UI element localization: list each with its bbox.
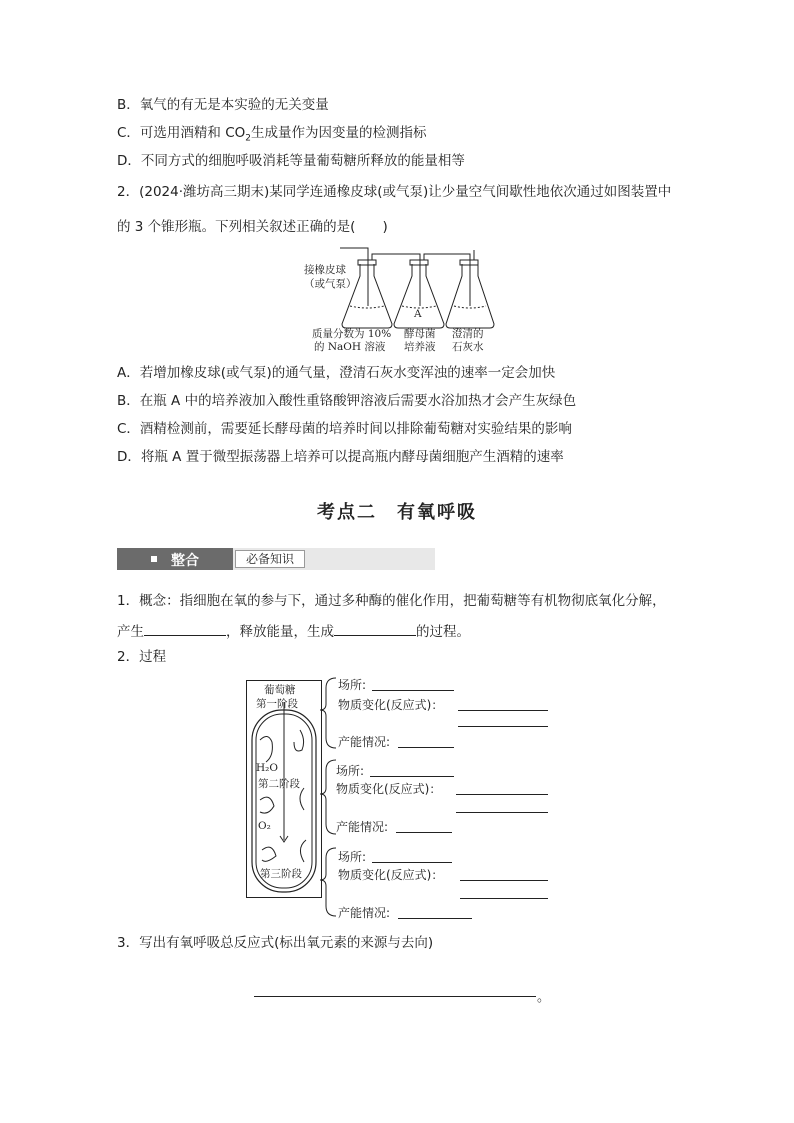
option-d-q2: D．将瓶 A 置于微型振荡器上培养可以提高瓶内酵母菌细胞产生酒精的速率 bbox=[117, 449, 564, 465]
stage3-change-blank-2[interactable] bbox=[460, 898, 548, 899]
stage3-place-label: 场所: bbox=[338, 850, 367, 864]
total-equation-blank[interactable] bbox=[254, 996, 536, 997]
stage1-change-label: 物质变化(反应式)： bbox=[338, 698, 444, 712]
option-c-text-post: 生成量作为因变量的检测指标 bbox=[251, 125, 427, 141]
mitochondrion-diagram bbox=[246, 680, 322, 898]
banner-dark bbox=[117, 548, 233, 570]
stage2-change-label: 物质变化(反应式)： bbox=[336, 782, 442, 796]
banner-tag: 必备知识 bbox=[235, 550, 305, 568]
pump-label-1: 接橡皮球 bbox=[304, 264, 346, 276]
item3-text: 3．写出有氧呼吸总反应式(标出氧元素的来源与去向) bbox=[117, 935, 434, 951]
stage3-label: 第三阶段 bbox=[260, 868, 302, 880]
option-c-text-pre: C．可选用酒精和 CO bbox=[117, 125, 246, 141]
banner-square-icon bbox=[151, 556, 157, 562]
question-2-stem-line2: 的 3 个锥形瓶。下列相关叙述正确的是( ) bbox=[117, 219, 388, 235]
stage3-place-blank[interactable] bbox=[372, 862, 452, 863]
stage2-energy-blank[interactable] bbox=[396, 832, 452, 833]
option-b-q2: B．在瓶 A 中的培养液加入酸性重铬酸钾溶液后需要水浴加热才会产生灰绿色 bbox=[117, 393, 577, 409]
stage3-energy-label: 产能情况: bbox=[338, 906, 391, 920]
banner-main-label: 整合 bbox=[171, 553, 199, 569]
concept-post: 的过程。 bbox=[416, 624, 470, 640]
option-c-q2: C．酒精检测前，需要延长酵母菌的培养时间以排除葡萄糖对实验结果的影响 bbox=[117, 421, 572, 437]
option-d-q1: D．不同方式的细胞呼吸消耗等量葡萄糖所释放的能量相等 bbox=[117, 153, 465, 169]
stage-brackets bbox=[320, 676, 340, 918]
item3-end-mark: 。 bbox=[537, 990, 551, 1005]
blank-generated[interactable] bbox=[334, 621, 416, 636]
stage2-place-label: 场所: bbox=[336, 764, 365, 778]
concept-mid: ，释放能量，生成 bbox=[226, 624, 334, 640]
h2o-label: H₂O bbox=[256, 762, 278, 774]
option-a-q2: A．若增加橡皮球(或气泵)的通气量，澄清石灰水变浑浊的速率一定会加快 bbox=[117, 365, 556, 381]
section-title: 考点二 有氧呼吸 bbox=[317, 502, 477, 523]
flask3-label-line2: 石灰水 bbox=[452, 341, 484, 353]
co2-subscript: 2 bbox=[245, 133, 252, 144]
flask3-label-line1: 澄清的 bbox=[452, 328, 484, 340]
stage1-energy-blank[interactable] bbox=[398, 747, 454, 748]
pump-label-2: （或气泵） bbox=[304, 278, 357, 290]
flask-apparatus-figure bbox=[300, 246, 500, 358]
option-b-q1: B．氧气的有无是本实验的无关变量 bbox=[117, 97, 329, 113]
stage1-energy-label: 产能情况: bbox=[338, 735, 391, 749]
o2-label: O₂ bbox=[258, 820, 271, 832]
flask2-label-line1: 酵母菌 bbox=[404, 328, 436, 340]
flask1-label-line2: 的 NaOH 溶液 bbox=[314, 341, 386, 353]
question-2-stem-line1: 2．(2024·潍坊高三期末)某同学连通橡皮球(或气泵)让少量空气间歇性地依次通过如图装置中 bbox=[117, 184, 672, 200]
stage1-label: 第一阶段 bbox=[256, 698, 298, 710]
stage1-change-blank-2[interactable] bbox=[458, 726, 548, 727]
stage3-change-label: 物质变化(反应式)： bbox=[338, 868, 444, 882]
concept-pre: 产生 bbox=[117, 624, 144, 640]
option-c-q1 bbox=[117, 124, 427, 148]
flask-a-mark: A bbox=[414, 308, 422, 320]
process-heading: 2．过程 bbox=[117, 649, 167, 665]
stage2-label: 第二阶段 bbox=[258, 778, 300, 790]
glucose-label: 葡萄糖 bbox=[264, 684, 296, 696]
stage2-change-blank-1[interactable] bbox=[456, 794, 548, 795]
stage3-change-blank-1[interactable] bbox=[460, 880, 548, 881]
blank-product[interactable] bbox=[144, 621, 226, 636]
stage1-change-blank-1[interactable] bbox=[458, 710, 548, 711]
concept-line2 bbox=[117, 621, 470, 641]
stage1-place-label: 场所: bbox=[338, 678, 367, 692]
stage2-energy-label: 产能情况: bbox=[336, 820, 389, 834]
stage1-place-blank[interactable] bbox=[372, 690, 454, 691]
flask1-label-line1: 质量分数为 10% bbox=[312, 328, 392, 340]
stage2-change-blank-2[interactable] bbox=[456, 812, 548, 813]
concept-line1: 1．概念：指细胞在氧的参与下，通过多种酶的催化作用，把葡萄糖等有机物彻底氧化分解， bbox=[117, 593, 666, 609]
stage3-energy-blank[interactable] bbox=[398, 918, 472, 919]
flask2-label-line2: 培养液 bbox=[404, 341, 436, 353]
stage2-place-blank[interactable] bbox=[370, 776, 454, 777]
section-banner bbox=[117, 548, 435, 570]
